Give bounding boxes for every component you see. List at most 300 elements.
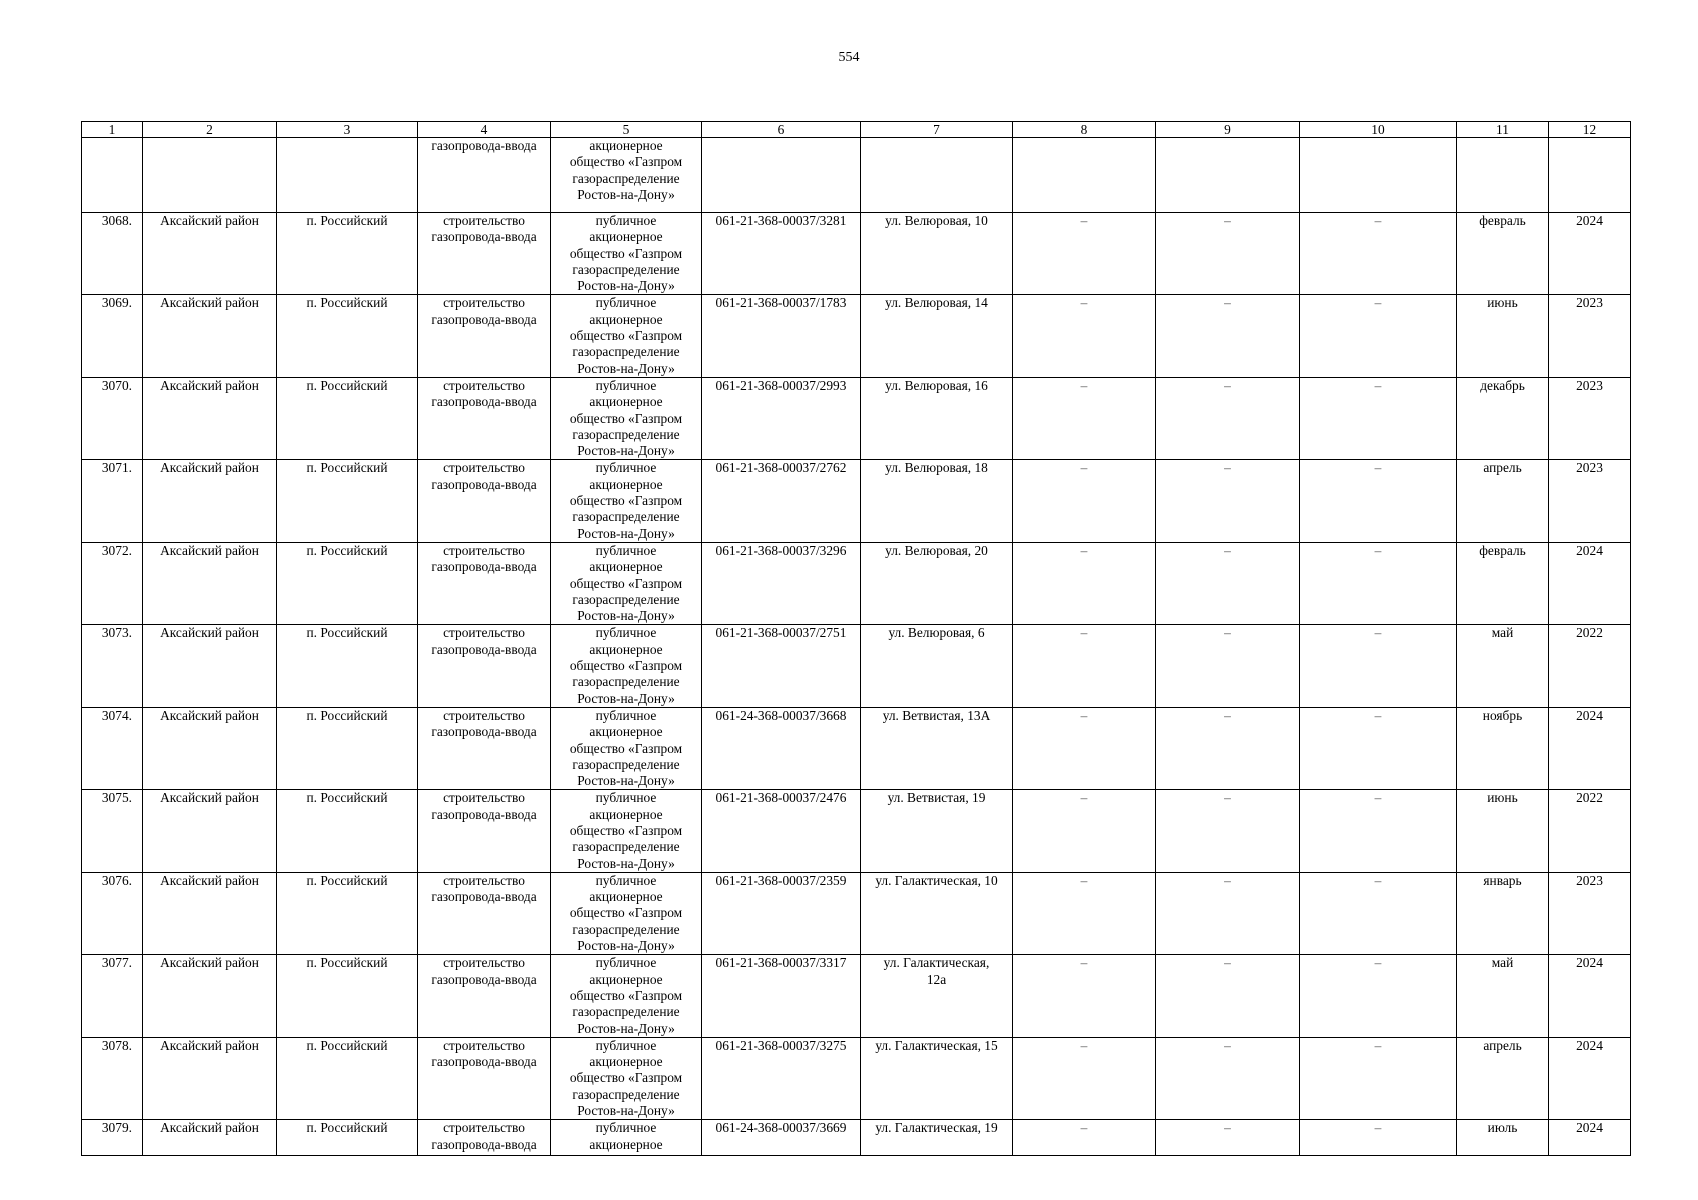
- col-8-cell: [1013, 625, 1156, 707]
- work-line: строительство: [443, 460, 525, 476]
- registry-code-text: 061-21-368-00037/3296: [715, 542, 847, 558]
- district-cell: [143, 1037, 277, 1119]
- row-number-text: 3073.: [101, 625, 132, 641]
- col-10-cell: [1300, 625, 1457, 707]
- month-text: апрель: [1483, 1037, 1522, 1053]
- dash: –: [1224, 790, 1231, 806]
- month-cell: [1457, 460, 1549, 542]
- col-9-cell: [1156, 707, 1300, 789]
- row-number-text: 3068.: [101, 213, 132, 228]
- cell-col-7: [861, 138, 1013, 213]
- org-line: общество «Газпром: [569, 410, 683, 426]
- work-line: газопровода-ввода: [431, 229, 537, 245]
- dash: –: [1224, 955, 1231, 971]
- address-cell: [861, 790, 1013, 872]
- dash: –: [1374, 377, 1382, 393]
- org-line: акционерное: [589, 806, 663, 822]
- registry-code-cell: [702, 460, 861, 542]
- month-text: декабрь: [1480, 377, 1525, 393]
- settlement-text: п. Российский: [306, 1037, 388, 1053]
- dash: –: [1374, 1120, 1382, 1136]
- col-10-cell: [1300, 1120, 1457, 1156]
- district-text: Аксайский район: [160, 790, 259, 806]
- year-text: 2023: [1576, 377, 1603, 393]
- month-cell: [1457, 707, 1549, 789]
- col-8-cell: [1013, 1120, 1156, 1156]
- dash: –: [1374, 213, 1382, 228]
- col-9-cell: [1156, 460, 1300, 542]
- org-line: публичное: [595, 625, 657, 641]
- org-line: общество «Газпром: [569, 154, 683, 170]
- table-row: [82, 1037, 1631, 1119]
- org-line: публичное: [595, 955, 657, 971]
- objects-table: [81, 121, 1631, 1156]
- org-line: публичное: [595, 1120, 657, 1136]
- year-cell: [1549, 1120, 1631, 1156]
- org-line: публичное: [595, 460, 657, 476]
- address-cell: [861, 460, 1013, 542]
- org-line: газораспределение: [572, 1004, 680, 1020]
- table-row: [82, 542, 1631, 624]
- year-text: 2023: [1576, 872, 1603, 888]
- org-line: акционерное: [589, 559, 663, 575]
- row-number: [82, 790, 143, 872]
- settlement-text: п. Российский: [306, 213, 388, 228]
- district-text: Аксайский район: [160, 955, 259, 971]
- settlement-cell: [277, 955, 418, 1037]
- district-text: Аксайский район: [160, 872, 259, 888]
- column-header-5: 5: [551, 122, 702, 138]
- row-number: [82, 542, 143, 624]
- work-type-cell: [418, 295, 551, 377]
- organization-cell: [551, 460, 702, 542]
- work-line: строительство: [443, 790, 525, 806]
- organization-cell: [551, 1037, 702, 1119]
- column-header-4: 4: [418, 122, 551, 138]
- month-text: май: [1491, 955, 1514, 971]
- settlement-cell: [277, 790, 418, 872]
- continuation-row: [82, 138, 1631, 213]
- district-cell: [143, 1120, 277, 1156]
- work-type-cell: [418, 872, 551, 954]
- month-cell: [1457, 542, 1549, 624]
- row-number-text: 3074.: [101, 707, 132, 723]
- year-cell: [1549, 625, 1631, 707]
- org-line: Ростов-на-Дону»: [577, 1103, 675, 1119]
- registry-code-cell: [702, 625, 861, 707]
- year-text: 2022: [1576, 625, 1603, 641]
- table-row: [82, 872, 1631, 954]
- address-line: ул. Велюровая, 10: [885, 213, 988, 228]
- cell-col-10: [1300, 138, 1457, 213]
- column-header-10: 10: [1300, 122, 1457, 138]
- settlement-cell: [277, 377, 418, 459]
- org-line: акционерное: [589, 311, 663, 327]
- work-line: строительство: [443, 955, 525, 971]
- dash: –: [1080, 955, 1088, 971]
- header-row: [82, 122, 1631, 138]
- registry-code-cell: [702, 790, 861, 872]
- registry-code-text: 061-21-368-00037/3317: [715, 955, 847, 971]
- settlement-cell: [277, 542, 418, 624]
- col-10-cell: [1300, 1037, 1457, 1119]
- dash: –: [1224, 213, 1231, 228]
- org-line: публичное: [595, 1037, 657, 1053]
- org-line: акционерное: [589, 138, 663, 153]
- address-line: 12а: [926, 971, 947, 987]
- row-number: [82, 460, 143, 542]
- dash: –: [1224, 460, 1231, 476]
- col-8-cell: [1013, 872, 1156, 954]
- table-body: [82, 122, 1631, 1156]
- dash: –: [1224, 295, 1231, 311]
- column-header-11: 11: [1457, 122, 1549, 138]
- district-text: Аксайский район: [160, 707, 259, 723]
- registry-code-cell: [702, 213, 861, 295]
- org-line: общество «Газпром: [569, 905, 683, 921]
- work-type-cell: [418, 790, 551, 872]
- month-text: февраль: [1479, 213, 1526, 228]
- org-line: публичное: [595, 213, 657, 228]
- col-9-cell: [1156, 377, 1300, 459]
- district-cell: [143, 625, 277, 707]
- address-cell: [861, 1120, 1013, 1156]
- work-line: газопровода-ввода: [431, 394, 537, 410]
- org-line: акционерное: [589, 476, 663, 492]
- registry-code-cell: [702, 377, 861, 459]
- district-text: Аксайский район: [160, 295, 259, 311]
- organization-cell: [551, 790, 702, 872]
- org-line: газораспределение: [572, 170, 680, 186]
- column-header-3: 3: [277, 122, 418, 138]
- month-cell: [1457, 213, 1549, 295]
- settlement-cell: [277, 295, 418, 377]
- work-line: газопровода-ввода: [431, 1054, 537, 1070]
- registry-code-cell: [702, 707, 861, 789]
- dash: –: [1374, 955, 1382, 971]
- work-line: газопровода-ввода: [431, 641, 537, 657]
- org-line: Ростов-на-Дону»: [577, 1020, 675, 1036]
- month-text: ноябрь: [1482, 707, 1523, 723]
- org-line: газораспределение: [572, 426, 680, 442]
- col-10-cell: [1300, 213, 1457, 295]
- dash: –: [1224, 1120, 1231, 1136]
- work-type-cell: [418, 460, 551, 542]
- org-line: публичное: [595, 707, 657, 723]
- org-line: Ростов-на-Дону»: [577, 608, 675, 624]
- work-line: газопровода-ввода: [431, 724, 537, 740]
- address-line: ул. Велюровая, 6: [888, 625, 985, 641]
- settlement-cell: [277, 1120, 418, 1156]
- row-number: [82, 955, 143, 1037]
- settlement-text: п. Российский: [306, 1120, 388, 1136]
- address-line: ул. Ветвистая, 13А: [882, 707, 991, 723]
- registry-code-text: 061-24-368-00037/3668: [715, 707, 847, 723]
- cell-col-3: [277, 138, 418, 213]
- dash: –: [1080, 625, 1088, 641]
- row-number: [82, 213, 143, 295]
- district-cell: [143, 295, 277, 377]
- row-number: [82, 377, 143, 459]
- org-line: газораспределение: [572, 591, 680, 607]
- year-text: 2024: [1576, 1120, 1603, 1136]
- work-line: строительство: [443, 1120, 525, 1136]
- work-line: строительство: [443, 213, 525, 228]
- row-number-text: 3072.: [101, 542, 132, 558]
- dash: –: [1080, 1120, 1088, 1136]
- work-line: газопровода-ввода: [431, 138, 537, 153]
- work-line: строительство: [443, 542, 525, 558]
- organization-cell: [551, 1120, 702, 1156]
- row-number-text: 3077.: [101, 955, 132, 971]
- row-number: [82, 295, 143, 377]
- work-line: строительство: [443, 377, 525, 393]
- col-10-cell: [1300, 460, 1457, 542]
- year-cell: [1549, 542, 1631, 624]
- dash: –: [1080, 213, 1088, 228]
- row-number: [82, 872, 143, 954]
- settlement-text: п. Российский: [306, 707, 388, 723]
- col-8-cell: [1013, 460, 1156, 542]
- registry-code-text: 061-21-368-00037/2476: [715, 790, 847, 806]
- row-number-text: 3076.: [101, 872, 132, 888]
- dash: –: [1224, 1037, 1231, 1053]
- month-cell: [1457, 872, 1549, 954]
- work-line: газопровода-ввода: [431, 559, 537, 575]
- address-cell: [861, 955, 1013, 1037]
- col-8-cell: [1013, 790, 1156, 872]
- work-type-cell: [418, 1120, 551, 1156]
- org-line: публичное: [595, 790, 657, 806]
- org-line: общество «Газпром: [569, 493, 683, 509]
- org-line: акционерное: [589, 1136, 663, 1152]
- org-line: акционерное: [589, 394, 663, 410]
- column-header-6: 6: [702, 122, 861, 138]
- address-line: ул. Велюровая, 16: [885, 377, 988, 393]
- dash: –: [1224, 707, 1231, 723]
- registry-code-text: 061-21-368-00037/3275: [715, 1037, 847, 1053]
- work-type-cell: [418, 707, 551, 789]
- cell-col-1: [82, 138, 143, 213]
- org-line: Ростов-на-Дону»: [577, 278, 675, 294]
- col-10-cell: [1300, 955, 1457, 1037]
- row-number-text: 3069.: [101, 295, 132, 311]
- table-row: [82, 213, 1631, 295]
- org-line: Ростов-на-Дону»: [577, 690, 675, 706]
- org-line: Ростов-на-Дону»: [577, 525, 675, 541]
- col-8-cell: [1013, 955, 1156, 1037]
- dash: –: [1374, 707, 1382, 723]
- org-line: Ростов-на-Дону»: [577, 773, 675, 789]
- month-cell: [1457, 955, 1549, 1037]
- month-cell: [1457, 377, 1549, 459]
- col-8-cell: [1013, 542, 1156, 624]
- registry-code-cell: [702, 542, 861, 624]
- dash: –: [1224, 872, 1231, 888]
- cell-col-5: [551, 138, 702, 213]
- col-10-cell: [1300, 790, 1457, 872]
- column-header-9: 9: [1156, 122, 1300, 138]
- org-line: Ростов-на-Дону»: [577, 938, 675, 954]
- col-9-cell: [1156, 790, 1300, 872]
- month-cell: [1457, 790, 1549, 872]
- row-number-text: 3078.: [101, 1037, 132, 1053]
- dash: –: [1374, 625, 1382, 641]
- column-header-8: 8: [1013, 122, 1156, 138]
- cell-col-11: [1457, 138, 1549, 213]
- organization-cell: [551, 872, 702, 954]
- dash: –: [1374, 542, 1382, 558]
- org-line: общество «Газпром: [569, 245, 683, 261]
- address-line: ул. Ветвистая, 19: [887, 790, 986, 806]
- work-line: газопровода-ввода: [431, 971, 537, 987]
- district-text: Аксайский район: [160, 542, 259, 558]
- settlement-cell: [277, 460, 418, 542]
- registry-code-cell: [702, 872, 861, 954]
- month-text: июнь: [1487, 295, 1518, 311]
- row-number: [82, 1037, 143, 1119]
- year-text: 2023: [1576, 295, 1603, 311]
- organization-cell: [551, 213, 702, 295]
- dash: –: [1080, 460, 1088, 476]
- dash: –: [1224, 542, 1231, 558]
- org-line: газораспределение: [572, 756, 680, 772]
- year-cell: [1549, 790, 1631, 872]
- work-line: газопровода-ввода: [431, 1136, 537, 1152]
- month-cell: [1457, 295, 1549, 377]
- work-type-cell: [418, 955, 551, 1037]
- dash: –: [1080, 542, 1088, 558]
- org-line: газораспределение: [572, 344, 680, 360]
- col-8-cell: [1013, 295, 1156, 377]
- col-8-cell: [1013, 213, 1156, 295]
- registry-code-text: 061-21-368-00037/3281: [715, 213, 847, 228]
- settlement-text: п. Российский: [306, 790, 388, 806]
- table-row: [82, 707, 1631, 789]
- org-line: общество «Газпром: [569, 1070, 683, 1086]
- settlement-cell: [277, 1037, 418, 1119]
- org-line: акционерное: [589, 1054, 663, 1070]
- address-line: ул. Велюровая, 14: [885, 295, 988, 311]
- work-type-cell: [418, 213, 551, 295]
- work-line: строительство: [443, 625, 525, 641]
- table-row: [82, 625, 1631, 707]
- col-9-cell: [1156, 542, 1300, 624]
- row-number: [82, 707, 143, 789]
- org-line: акционерное: [589, 889, 663, 905]
- settlement-cell: [277, 213, 418, 295]
- district-cell: [143, 213, 277, 295]
- table-row: [82, 790, 1631, 872]
- org-line: акционерное: [589, 971, 663, 987]
- address-cell: [861, 295, 1013, 377]
- month-text: январь: [1483, 872, 1522, 888]
- col-10-cell: [1300, 542, 1457, 624]
- cell-col-6: [702, 138, 861, 213]
- org-line: Ростов-на-Дону»: [577, 443, 675, 459]
- month-text: февраль: [1479, 542, 1526, 558]
- registry-code-cell: [702, 1120, 861, 1156]
- settlement-text: п. Российский: [306, 542, 388, 558]
- organization-cell: [551, 377, 702, 459]
- address-cell: [861, 213, 1013, 295]
- address-cell: [861, 1037, 1013, 1119]
- settlement-cell: [277, 872, 418, 954]
- table-row: [82, 955, 1631, 1037]
- org-line: общество «Газпром: [569, 987, 683, 1003]
- col-10-cell: [1300, 295, 1457, 377]
- address-cell: [861, 542, 1013, 624]
- org-line: публичное: [595, 377, 657, 393]
- district-text: Аксайский район: [160, 1120, 259, 1136]
- district-cell: [143, 377, 277, 459]
- col-8-cell: [1013, 377, 1156, 459]
- dash: –: [1080, 1037, 1088, 1053]
- registry-code-text: 061-21-368-00037/1783: [715, 295, 847, 311]
- row-number-text: 3070.: [101, 377, 132, 393]
- work-line: строительство: [443, 707, 525, 723]
- month-text: июль: [1487, 1120, 1518, 1136]
- registry-code-text: 061-21-368-00037/2762: [715, 460, 847, 476]
- settlement-text: п. Российский: [306, 872, 388, 888]
- column-header-1: 1: [82, 122, 143, 138]
- work-type-cell: [418, 377, 551, 459]
- col-10-cell: [1300, 872, 1457, 954]
- month-text: июнь: [1487, 790, 1518, 806]
- district-text: Аксайский район: [160, 460, 259, 476]
- organization-cell: [551, 625, 702, 707]
- year-text: 2024: [1576, 542, 1603, 558]
- settlement-text: п. Российский: [306, 377, 388, 393]
- org-line: общество «Газпром: [569, 822, 683, 838]
- table-row: [82, 460, 1631, 542]
- registry-code-text: 061-24-368-00037/3669: [715, 1120, 847, 1136]
- year-text: 2024: [1576, 707, 1603, 723]
- col-8-cell: [1013, 1037, 1156, 1119]
- dash: –: [1374, 790, 1382, 806]
- org-line: газораспределение: [572, 1086, 680, 1102]
- page-number: 554: [838, 50, 860, 65]
- org-line: общество «Газпром: [569, 658, 683, 674]
- org-line: общество «Газпром: [569, 328, 683, 344]
- dash: –: [1080, 377, 1088, 393]
- month-cell: [1457, 625, 1549, 707]
- column-header-7: 7: [861, 122, 1013, 138]
- col-9-cell: [1156, 872, 1300, 954]
- org-line: газораспределение: [572, 261, 680, 277]
- cell-col-12: [1549, 138, 1631, 213]
- table-row: [82, 1120, 1631, 1156]
- work-line: газопровода-ввода: [431, 476, 537, 492]
- address-line: ул. Велюровая, 20: [885, 542, 988, 558]
- cell-col-9: [1156, 138, 1300, 213]
- district-cell: [143, 707, 277, 789]
- org-line: публичное: [595, 542, 657, 558]
- registry-code-text: 061-21-368-00037/2359: [715, 872, 847, 888]
- org-line: общество «Газпром: [569, 575, 683, 591]
- year-text: 2023: [1576, 460, 1603, 476]
- work-type-cell: [418, 625, 551, 707]
- district-text: Аксайский район: [160, 625, 259, 641]
- address-cell: [861, 707, 1013, 789]
- col-9-cell: [1156, 1037, 1300, 1119]
- registry-code-text: 061-21-368-00037/2993: [715, 377, 847, 393]
- year-text: 2024: [1576, 1037, 1603, 1053]
- district-cell: [143, 790, 277, 872]
- col-9-cell: [1156, 625, 1300, 707]
- work-line: газопровода-ввода: [431, 806, 537, 822]
- registry-code-text: 061-21-368-00037/2751: [715, 625, 847, 641]
